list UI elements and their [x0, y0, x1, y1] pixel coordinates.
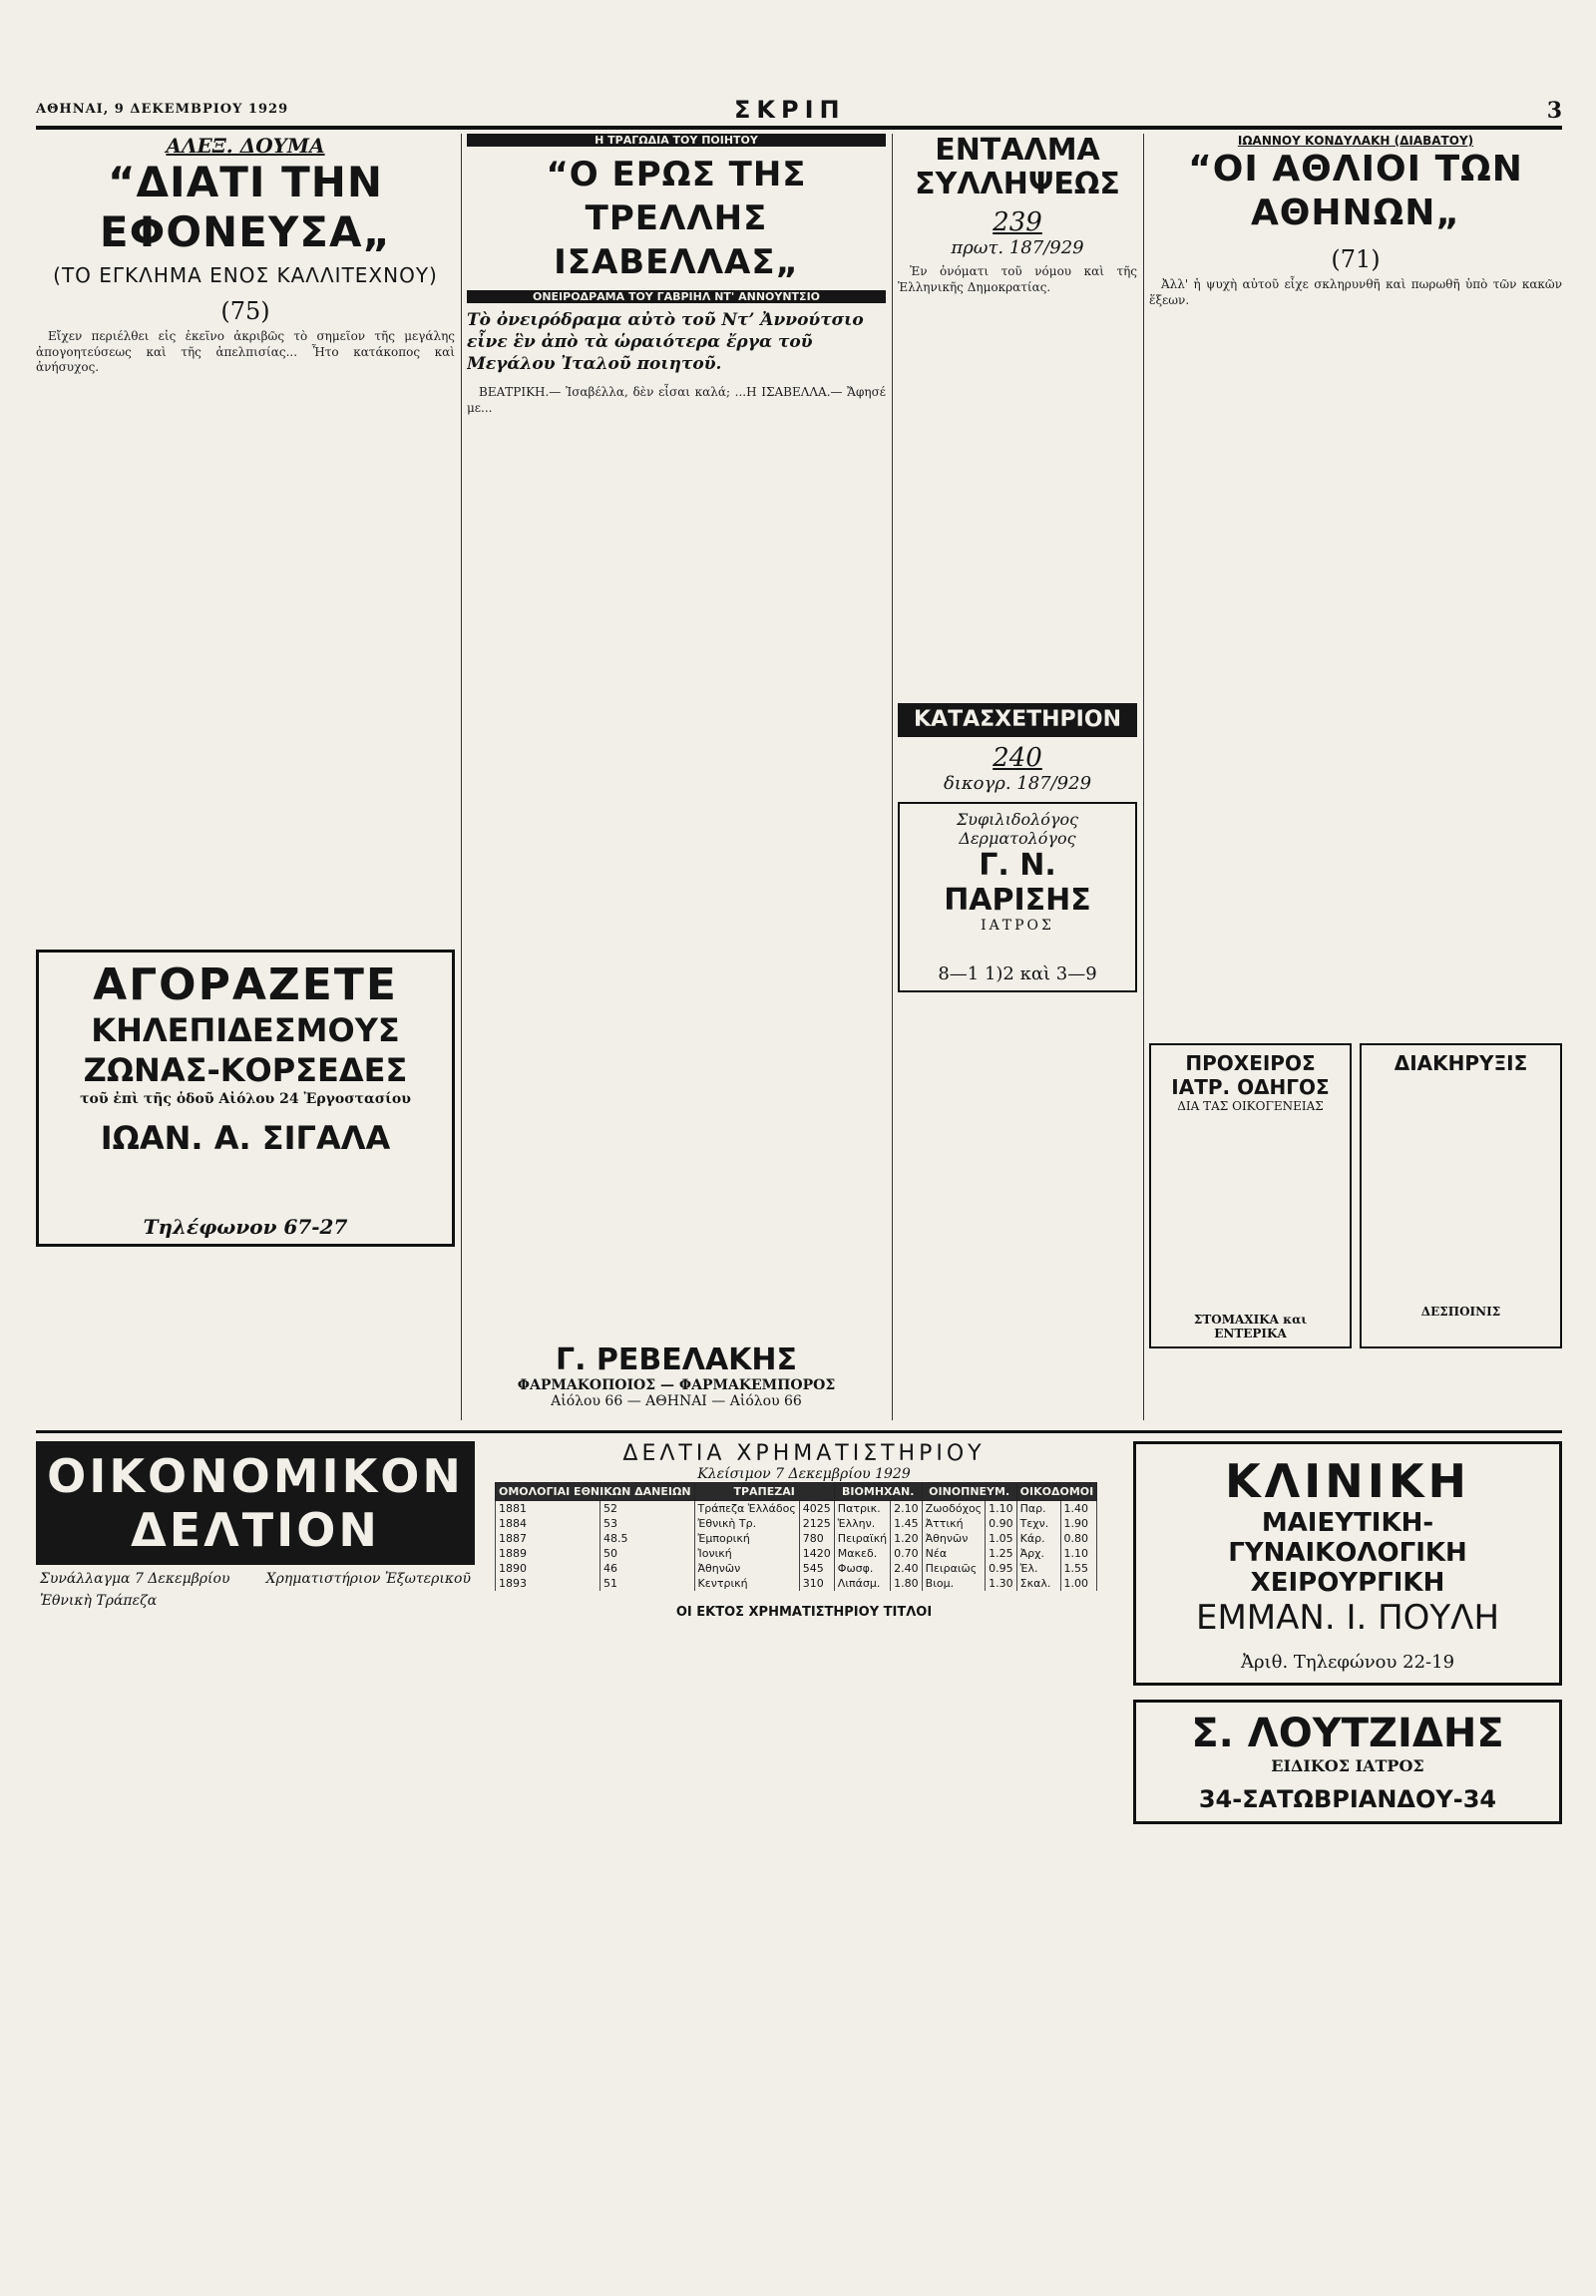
foreign-exchange-label: Χρηματιστήριον Ἐξωτερικοῦ [265, 1571, 471, 1587]
table-cell: 1893 [496, 1576, 600, 1591]
stock-table [495, 1482, 1097, 1591]
table-cell: 1.25 [986, 1546, 1017, 1561]
seizure-title: ΚΑΤΑΣΧΕΤΗΡΙΟΝ [898, 703, 1137, 737]
article-paragraph: Εἴχεν περιέλθει εἰς ἐκεῖνο ἀκριβῶς τὸ σημεῖον τῆς μεγάλης ἀπογοητεύσεως καὶ τῆς ἀπελπισίας... Ἦτο κατάκοπος καὶ ἀνήσυχος. [36, 329, 455, 374]
table-cell: 2125 [799, 1516, 834, 1531]
table-cell: 46 [600, 1561, 695, 1576]
table-cell: Σκαλ. [1016, 1576, 1060, 1591]
table-cell: Βιομ. [922, 1576, 985, 1591]
article-body [467, 385, 886, 1283]
guide-sub: ΔΙΑ ΤΑΣ ΟΙΚΟΓΕΝΕΙΑΣ [1177, 1099, 1324, 1113]
proclamation [1360, 1043, 1562, 1348]
article-paragraph: Ἀλλ' ἡ ψυχὴ αὐτοῦ εἶχε σκληρυνθῆ καὶ πωρωθῆ ὑπὸ τῶν κακῶν ἕξεων. [1149, 277, 1562, 307]
table-row [496, 1576, 1097, 1591]
table-cell: Ἀθηνῶν [922, 1531, 985, 1546]
stomach-ad: ΣΤΟΜΑΧΙΚΑ και ΕΝΤΕΡΙΚΑ [1193, 1313, 1308, 1340]
table-cell: Ἀθηνῶν [694, 1561, 799, 1576]
ads-row [1149, 1035, 1562, 1348]
article-body [1149, 277, 1562, 1035]
seizure-number: 240 [993, 743, 1042, 773]
table-cell: 1.80 [891, 1576, 923, 1591]
masthead-date: ΑΘΗΝΑΙ, 9 ΔΕΚΕΜΒΡΙΟΥ 1929 [36, 102, 289, 117]
bottom-section [36, 1430, 1562, 2267]
pharmacy-sub: ΦΑΡΜΑΚΟΠΟΙΟΣ — ΦΑΡΜΑΚΕΜΠΟΡΟΣ [517, 1377, 836, 1393]
doctor-loutzidis-address: 34-ΣΑΤΩΒΡΙΑΝΔΟΥ-34 [1198, 1785, 1497, 1813]
despoinis-ad: ΔΕΣΠΟΙΝΙΣ [1420, 1305, 1501, 1319]
table-cell: 310 [799, 1576, 834, 1591]
table-cell: Νέα [922, 1546, 985, 1561]
newspaper-page [36, 96, 1562, 2264]
table-cell: Ἀρχ. [1016, 1546, 1060, 1561]
table-cell: Πατρικ. [834, 1501, 890, 1517]
warrant-date: πρωτ. 187/929 [951, 237, 1084, 258]
table-cell: 1.10 [1060, 1546, 1097, 1561]
table-row [496, 1561, 1097, 1576]
ad-phone: Τηλέφωνον 67-27 [143, 1215, 348, 1239]
table-cell: Κεντρική [694, 1576, 799, 1591]
column-isabella [467, 134, 886, 1420]
col-header: ΟΜΟΛΟΓΙΑΙ ΕΘΝΙΚΩΝ ΔΑΝΕΙΩΝ [496, 1483, 695, 1501]
doctor-loutzidis-name: Σ. ΛΟΥΤΖΙΔΗΣ [1191, 1711, 1504, 1756]
table-cell: 1.90 [1060, 1516, 1097, 1531]
clinic-phone: Ἀριθ. Τηλεφώνου 22-19 [1240, 1652, 1455, 1673]
author-byline: ΙΩΑΝΝΟΥ ΚΟΝΔΥΛΑΚΗ (ΔΙΑΒΑΤΟΥ) [1237, 134, 1474, 148]
headline-isabella: “Ο ΕΡΩΣ ΤΗΣ ΤΡΕΛΛΗΣ ΙΣΑΒΕΛΛΑΣ„ [546, 155, 807, 282]
masthead-paper: ΣΚΡΙΠ [734, 96, 846, 124]
economic-bulletin [36, 1441, 475, 1609]
page-number: 3 [1546, 98, 1562, 124]
table-cell: 2.10 [891, 1501, 923, 1517]
column-rule [892, 134, 893, 1420]
table-cell: Ἑλλην. [834, 1516, 890, 1531]
table-row [496, 1546, 1097, 1561]
doctor-loutzidis-advert [1133, 1700, 1562, 1824]
doctor-specialty: Συφιλιδολόγος Δερματολόγος [956, 810, 1079, 848]
clinic-title: ΚΛΙΝΙΚΗ [1224, 1454, 1471, 1508]
col-header: ΒΙΟΜΗΧΑΝ. [834, 1483, 922, 1501]
table-cell: 53 [600, 1516, 695, 1531]
table-cell: Λιπάσμ. [834, 1576, 890, 1591]
ad-name: ΙΩΑΝ. Α. ΣΙΓΑΛΑ [100, 1119, 391, 1157]
pharmacy-address: Αἰόλου 66 — ΑΘΗΝΑΙ — Αἰόλου 66 [551, 1393, 802, 1409]
doctor-name: Γ. Ν. ΠΑΡΙΣΗΣ [944, 848, 1091, 918]
table-cell: 1420 [799, 1546, 834, 1561]
table-cell: Ἐμπορική [694, 1531, 799, 1546]
national-bank-label: Ἐθνικὴ Τράπεζα [40, 1593, 158, 1609]
ad-line-4: τοῦ ἐπὶ τῆς ὁδοῦ Αἰόλου 24 Ἐργοστασίου [80, 1091, 411, 1107]
article-paragraph: Ἐν ὀνόματι τοῦ νόμου καὶ τῆς Ἑλληνικῆς Δημοκρατίας. [898, 264, 1137, 294]
clinic-specialty: ΜΑΙΕΥΤΙΚΗ-ΓΥΝΑΙΚΟΛΟΓΙΚΗ ΧΕΙΡΟΥΡΓΙΚΗ [1228, 1508, 1467, 1598]
otc-titles-heading: ΟΙ ΕΚΤΟΣ ΧΡΗΜΑΤΙΣΤΗΡΙΟΥ ΤΙΤΛΟΙ [675, 1605, 933, 1620]
table-row [496, 1531, 1097, 1546]
table-cell: 1884 [496, 1516, 600, 1531]
col-header: ΤΡΑΠΕΖΑΙ [694, 1483, 834, 1501]
headline-athlioi: “ΟΙ ΑΘΛΙΟΙ ΤΩΝ ΑΘΗΝΩΝ„ [1188, 149, 1523, 233]
exchange-label: Συνάλλαγμα 7 Δεκεμβρίου [40, 1571, 230, 1587]
clinic-advert [1133, 1441, 1562, 1686]
table-cell: 1.30 [986, 1576, 1017, 1591]
table-cell: 48.5 [600, 1531, 695, 1546]
table-cell: Πειραϊκή [834, 1531, 890, 1546]
table-cell: 0.90 [986, 1516, 1017, 1531]
column-rule [461, 134, 462, 1420]
table-cell: 545 [799, 1561, 834, 1576]
pharmacy-name: Γ. ΡΕΒΕΛΑΚΗΣ [555, 1342, 798, 1377]
table-cell: 780 [799, 1531, 834, 1546]
warrant-title: ΕΝΤΑΛΜΑ ΣΥΛΛΗΨΕΩΣ [915, 134, 1120, 201]
kicker: Η ΤΡΑΓΩΔΙΑ ΤΟΥ ΠΟΙΗΤΟΥ [467, 134, 886, 147]
clinic-owner: ΕΜΜΑΝ. Ι. ΠΟΥΛΗ [1195, 1598, 1500, 1638]
serial-number: (75) [220, 297, 270, 325]
table-cell: 1887 [496, 1531, 600, 1546]
subkicker: ΟΝΕΙΡΟΔΡΑΜΑ ΤΟΥ ΓΑΒΡΙΗΛ ΝΤ' ΑΝΝΟΥΝΤΣΙΟ [467, 290, 886, 303]
warrant-number: 239 [993, 207, 1042, 237]
table-cell: 1.00 [1060, 1576, 1097, 1591]
table-cell: Πειραιῶς [922, 1561, 985, 1576]
table-cell: 1.10 [986, 1501, 1017, 1517]
lede: Τὸ ὀνειρόδραμα αὐτὸ τοῦ Ντ’ Ἀννούτσιο εἶνε ἓν ἀπὸ τὰ ὡραιότερα ἔργα τοῦ Μεγάλου Ἰταλοῦ ποιητοῦ. [467, 310, 864, 374]
stock-bulletin [495, 1441, 1113, 1620]
col-header: ΟΙΚΟΔΟΜΟΙ [1016, 1483, 1097, 1501]
ad-line-3: ΖΩΝΑΣ-ΚΟΡΣΕΔΕΣ [83, 1051, 408, 1089]
guide-title: ΠΡΟΧΕΙΡΟΣ ΙΑΤΡ. ΟΔΗΓΟΣ [1171, 1051, 1330, 1099]
economic-banner: ΟΙΚΟΝΟΜΙΚΟΝ ΔΕΛΤΙΟΝ [36, 1441, 475, 1565]
table-cell: 1.40 [1060, 1501, 1097, 1517]
table-cell: 2.40 [891, 1561, 923, 1576]
article-paragraph: ΒΕΑΤΡΙΚΗ.— Ἰσαβέλλα, δὲν εἶσαι καλά; ...Η ΙΣΑΒΕΛΛΑ.— Ἄφησέ με... [467, 385, 886, 415]
column-athlioi [1149, 134, 1562, 1420]
table-cell: 1890 [496, 1561, 600, 1576]
serial-number: (71) [1331, 245, 1381, 273]
table-cell: 51 [600, 1576, 695, 1591]
table-cell: 4025 [799, 1501, 834, 1517]
table-row [496, 1501, 1097, 1517]
doctor-hours: 8—1 1)2 καὶ 3—9 [938, 963, 1097, 984]
column-warrant [898, 134, 1137, 1420]
table-cell: Ζωοδόχος [922, 1501, 985, 1517]
table-cell: Παρ. [1016, 1501, 1060, 1517]
author-byline: ΑΛΕΞ. ΔΟΥΜΑ [166, 134, 325, 158]
stock-bulletin-date: Κλείσιμον 7 Δεκεμβρίου 1929 [697, 1466, 911, 1482]
col-header: ΟΙΝΟΠΝΕΥΜ. [922, 1483, 1016, 1501]
ad-line-2: ΚΗΛΕΠΙΔΕΣΜΟΥΣ [91, 1011, 400, 1049]
table-cell: Ἐθνικὴ Τρ. [694, 1516, 799, 1531]
table-cell: 52 [600, 1501, 695, 1517]
article-body [36, 329, 455, 938]
table-cell: Κάρ. [1016, 1531, 1060, 1546]
stock-table-header [496, 1483, 1097, 1501]
table-cell: 1.05 [986, 1531, 1017, 1546]
warrant-number-box [898, 207, 1137, 258]
ad-line-1: ΑΓΟΡΑΖΕΤΕ [93, 959, 398, 1010]
corset-advert [36, 950, 455, 1247]
table-cell: 0.70 [891, 1546, 923, 1561]
table-cell: Ἰονική [694, 1546, 799, 1561]
table-cell: Μακεδ. [834, 1546, 890, 1561]
economic-subheader [36, 1565, 475, 1593]
table-cell: 0.95 [986, 1561, 1017, 1576]
table-row [496, 1516, 1097, 1531]
table-cell: Ἐλ. [1016, 1561, 1060, 1576]
table-cell: 1889 [496, 1546, 600, 1561]
doctor-title: ΙΑΤΡΟΣ [981, 918, 1054, 934]
stock-bulletin-title: ΔΕΛΤΙΑ ΧΡΗΜΑΤΙΣΤΗΡΙΟΥ [622, 1441, 986, 1466]
table-cell: 1.55 [1060, 1561, 1097, 1576]
warrant-body [898, 264, 1137, 703]
doctor-loutzidis-sub: ΕΙΔΙΚΟΣ ΙΑΤΡΟΣ [1271, 1756, 1424, 1775]
masthead [36, 96, 1562, 130]
table-cell: 1.20 [891, 1531, 923, 1546]
headline-douma: “ΔΙΑΤΙ ΤΗΝ ΕΦΟΝΕΥΣΑ„ [99, 158, 392, 256]
clinic-ads [1133, 1441, 1562, 1824]
medical-guide-advert [1149, 1043, 1352, 1348]
table-cell: 1.45 [891, 1516, 923, 1531]
table-cell: Ἀττική [922, 1516, 985, 1531]
table-cell: Τεχν. [1016, 1516, 1060, 1531]
table-cell: 0.80 [1060, 1531, 1097, 1546]
table-cell: 1881 [496, 1501, 600, 1517]
doctor-advert [898, 802, 1137, 992]
subhead-douma: (ΤΟ ΕΓΚΛΗΜΑ ΕΝΟΣ ΚΑΛΛΙΤΕΧΝΟΥ) [53, 263, 438, 287]
seizure-number-box [898, 743, 1137, 794]
table-cell: Φωσφ. [834, 1561, 890, 1576]
column-rule [1143, 134, 1144, 1420]
column-serial-douma [36, 134, 455, 1400]
pharmacy-advert [467, 1342, 886, 1409]
table-cell: 50 [600, 1546, 695, 1561]
seizure-date: δικογρ. 187/929 [943, 773, 1092, 794]
table-cell: Τράπεζα Ἑλλάδος [694, 1501, 799, 1517]
proclamation-title: ΔΙΑΚΗΡΥΞΙΣ [1394, 1051, 1528, 1075]
